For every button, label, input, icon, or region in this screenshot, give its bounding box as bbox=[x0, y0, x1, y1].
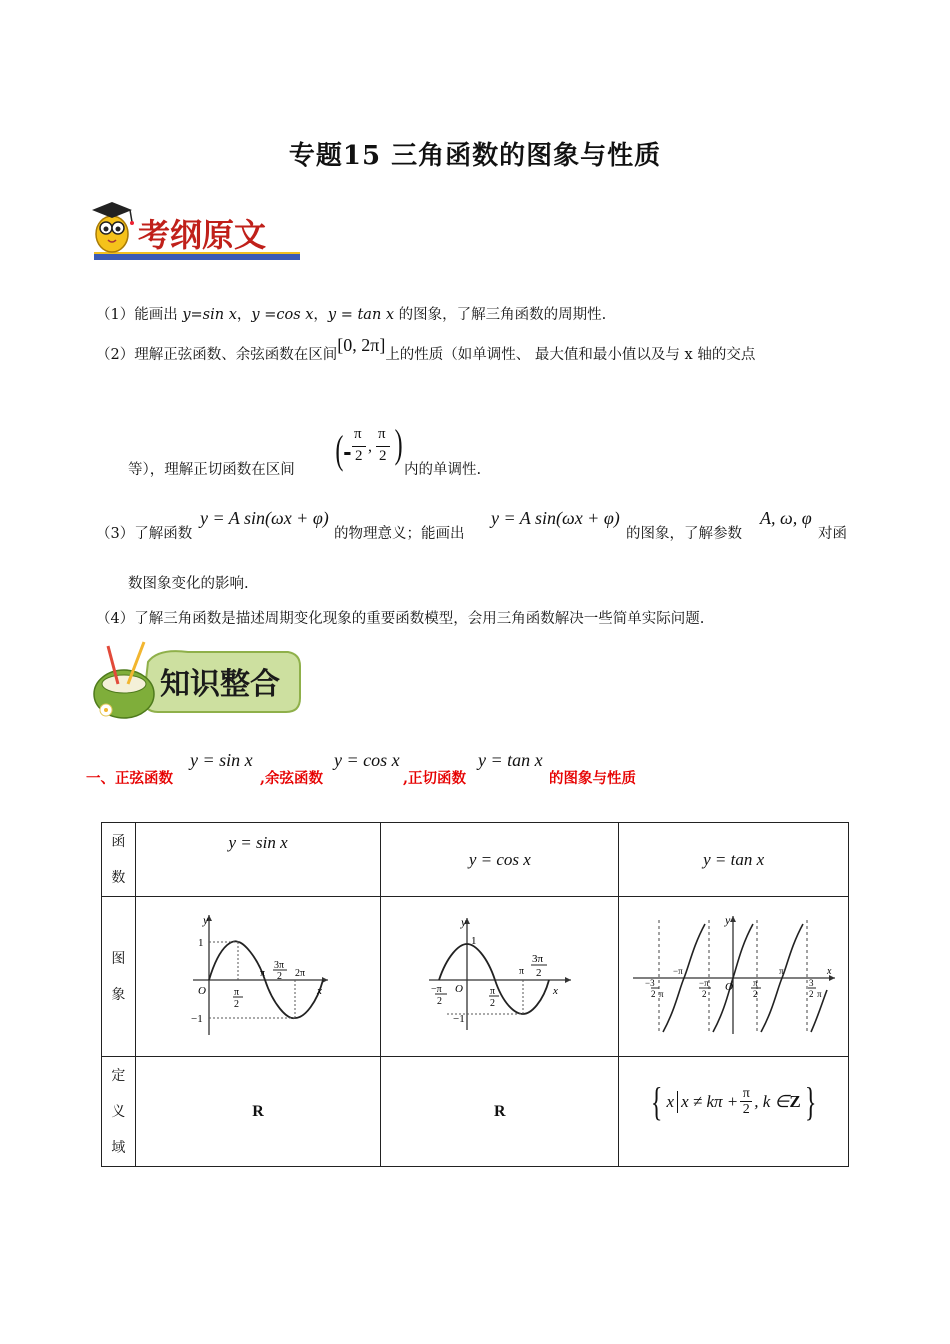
outline-item-3-mid: 的物理意义；能画出 bbox=[334, 526, 465, 542]
outline-item-2b bbox=[128, 460, 295, 480]
header-char: 定 bbox=[111, 1067, 126, 1084]
tan-graph bbox=[629, 910, 839, 1040]
axis-label-y: y bbox=[203, 912, 209, 927]
origin-label: O bbox=[198, 984, 207, 997]
axis-label-x: x bbox=[552, 984, 558, 997]
frac1-denominator: 2 bbox=[355, 448, 363, 464]
set-bar bbox=[677, 1091, 678, 1113]
origin-label: O bbox=[724, 980, 733, 993]
section-text-2: ,余弦函数 bbox=[260, 770, 324, 787]
frac1-numerator: π bbox=[354, 426, 362, 442]
header-char: 域 bbox=[111, 1139, 126, 1156]
cell-domain-cos: R bbox=[381, 1057, 619, 1167]
row-header-function bbox=[102, 823, 136, 897]
cell-func-cos bbox=[381, 823, 619, 897]
tick-pi-half-den: 2 bbox=[234, 998, 240, 1010]
tick-neg-one: −1 bbox=[191, 1012, 203, 1025]
tick-neg-3pi-half-den: 2 bbox=[650, 988, 656, 999]
item1-suffix: 的图象，了解三角函数的周期性. bbox=[394, 307, 607, 323]
cell-graph-tan bbox=[619, 897, 849, 1057]
tick-neg-one: −1 bbox=[452, 1012, 465, 1025]
tick-neg-pi-half-den: 2 bbox=[701, 988, 707, 999]
tick-neg-pi-half-num: −π bbox=[430, 983, 442, 995]
cell-graph-sin bbox=[135, 897, 381, 1057]
tick-neg-pi: −π bbox=[672, 965, 683, 976]
trig-properties-table bbox=[101, 822, 849, 1167]
formula-a-sin-2: y = A sin(ωx + φ) bbox=[491, 508, 620, 528]
set-right-brace: } bbox=[804, 1079, 817, 1124]
header-char: 数 bbox=[111, 869, 126, 886]
tick-3pi-half-den: 2 bbox=[808, 988, 814, 999]
outline-item-1 bbox=[96, 305, 606, 325]
item2-prefix: （2）理解正弦函数、余弦函数在区间 bbox=[96, 347, 338, 363]
cell-func-sin bbox=[135, 823, 381, 897]
header-char: 义 bbox=[111, 1103, 126, 1120]
set-k-in: , k ∈ bbox=[754, 1091, 790, 1111]
set-var-x: x bbox=[666, 1091, 675, 1111]
item1-prefix: （1）能画出 bbox=[96, 307, 183, 323]
set-integers-z: Z bbox=[789, 1091, 801, 1111]
outline-item-2 bbox=[96, 335, 756, 365]
axis-label-y: y bbox=[724, 912, 730, 927]
formula-a-sin-1: y = A sin(ωx + φ) bbox=[200, 508, 329, 528]
cell-graph-cos bbox=[381, 897, 619, 1057]
item2b-prefix: 等），理解正切函数在区间 bbox=[128, 462, 295, 478]
tick-3pi-half-den: 2 bbox=[535, 966, 542, 979]
frac2-numerator: π bbox=[378, 426, 386, 442]
func-label-cos: y = cos x bbox=[468, 849, 531, 869]
header-char: 图 bbox=[111, 950, 126, 967]
item1-formula-sin: y=sin x bbox=[182, 307, 237, 323]
tick-2pi: 2π bbox=[295, 967, 306, 979]
tick-neg-3pi-half-num: −3 bbox=[644, 977, 655, 988]
cell-domain-tan bbox=[619, 1057, 849, 1167]
banner-title: 知识整合 bbox=[160, 667, 280, 702]
item2-suffix: 上的性质（如单调性、 最大值和最小值以及与 x 轴的交点 bbox=[385, 347, 756, 363]
section-text-3: ,正切函数 bbox=[403, 770, 467, 787]
tick-3pi-half-pi: π bbox=[816, 988, 822, 999]
tick-pi-half-num: π bbox=[234, 986, 240, 998]
set-fraction-num: π bbox=[742, 1086, 750, 1101]
outline-item-3-suffix: 对函 bbox=[818, 526, 847, 542]
interval-comma: , bbox=[368, 438, 372, 455]
tick-3pi-half-num: 3 bbox=[808, 977, 814, 988]
outline-item-3b: 数图象变化的影响. bbox=[128, 576, 249, 592]
func-label-tan: y = tan x bbox=[703, 849, 765, 869]
func-label-sin: y = sin x bbox=[228, 833, 288, 852]
row-header-graph bbox=[102, 897, 136, 1057]
header-char: 象 bbox=[111, 986, 126, 1003]
item1-separator-2: ， bbox=[313, 307, 328, 323]
tick-pi: π bbox=[778, 965, 784, 976]
tick-pi-half-num: π bbox=[489, 985, 495, 997]
outline-item-3-prefix: （3）了解函数 bbox=[96, 526, 193, 542]
tick-pi-half-num: π bbox=[752, 977, 758, 988]
cell-func-tan bbox=[619, 823, 849, 897]
tick-one: 1 bbox=[470, 934, 477, 947]
section-formula-sin: y = sin x bbox=[190, 750, 253, 770]
section-text-1: 一、正弦函数 bbox=[86, 770, 173, 787]
row-header-domain bbox=[102, 1057, 136, 1167]
tick-3pi-half-den: 2 bbox=[277, 970, 283, 982]
tick-3pi-half-num: 3π bbox=[274, 959, 285, 971]
outline-item-4: （4）了解三角函数是描述周期变化现象的重要函数模型，会用三角函数解决一些简单实际问题. bbox=[96, 611, 705, 627]
banner-underline bbox=[94, 254, 300, 260]
header-char: 函 bbox=[111, 833, 126, 850]
banner-title: 考纲原文 bbox=[138, 216, 267, 254]
cell-domain-sin: R bbox=[135, 1057, 381, 1167]
set-fraction-den: 2 bbox=[742, 1102, 750, 1117]
frac2-denominator: 2 bbox=[379, 448, 387, 464]
section-heading-1 bbox=[86, 767, 173, 788]
interval-left-paren: (- bbox=[335, 427, 352, 472]
tick-pi: π bbox=[260, 967, 266, 979]
set-left-brace: { bbox=[651, 1079, 663, 1124]
params-a-omega-phi: A, ω, φ bbox=[760, 508, 812, 528]
tick-neg-pi-half-den: 2 bbox=[436, 995, 442, 1007]
outline-item-2b-suffix: 内的单调性. bbox=[404, 462, 482, 478]
table-row-graph bbox=[102, 897, 849, 1057]
tick-one: 1 bbox=[198, 936, 204, 949]
tick-pi-half-den: 2 bbox=[752, 988, 758, 999]
item2-interval: [0, 2π] bbox=[337, 335, 386, 355]
sin-graph bbox=[183, 910, 333, 1040]
origin-label: O bbox=[454, 982, 463, 995]
set-condition: x ≠ kπ + bbox=[681, 1091, 739, 1111]
axis-label-y: y bbox=[460, 914, 467, 929]
tick-pi-half-den: 2 bbox=[489, 997, 495, 1009]
item1-formula-cos: y =cos x bbox=[251, 307, 314, 323]
coconut-drink-icon bbox=[94, 642, 154, 718]
section-formula-cos: y = cos x bbox=[334, 750, 400, 770]
outline-item-3-mid2: 的图象，了解参数 bbox=[626, 526, 742, 542]
interval-right-paren: ) bbox=[394, 421, 403, 466]
section-formula-tan: y = tan x bbox=[478, 750, 543, 770]
knowledge-summary-banner bbox=[88, 640, 302, 724]
axis-label-x: x bbox=[317, 984, 322, 997]
tan-domain-set bbox=[647, 1078, 820, 1125]
page-title: 专题15 三角函数的图象与性质 bbox=[288, 141, 662, 171]
section-text-4: 的图象与性质 bbox=[549, 770, 636, 787]
tick-neg-3pi-half-pi: π bbox=[658, 988, 664, 999]
exam-outline-banner bbox=[86, 196, 300, 266]
table-row-domain bbox=[102, 1057, 849, 1167]
table-row-function bbox=[102, 823, 849, 897]
item1-separator-1: ， bbox=[236, 307, 252, 323]
item1-formula-tan: y = tan x bbox=[327, 307, 395, 323]
cos-graph bbox=[425, 910, 575, 1040]
set-fraction bbox=[740, 1086, 752, 1117]
axis-label-x: x bbox=[826, 965, 832, 977]
tick-3pi-half-num: 3π bbox=[531, 952, 543, 965]
owl-mascot-icon bbox=[92, 202, 134, 252]
tick-pi: π bbox=[518, 965, 524, 977]
tick-neg-pi-half-num: −π bbox=[698, 977, 709, 988]
